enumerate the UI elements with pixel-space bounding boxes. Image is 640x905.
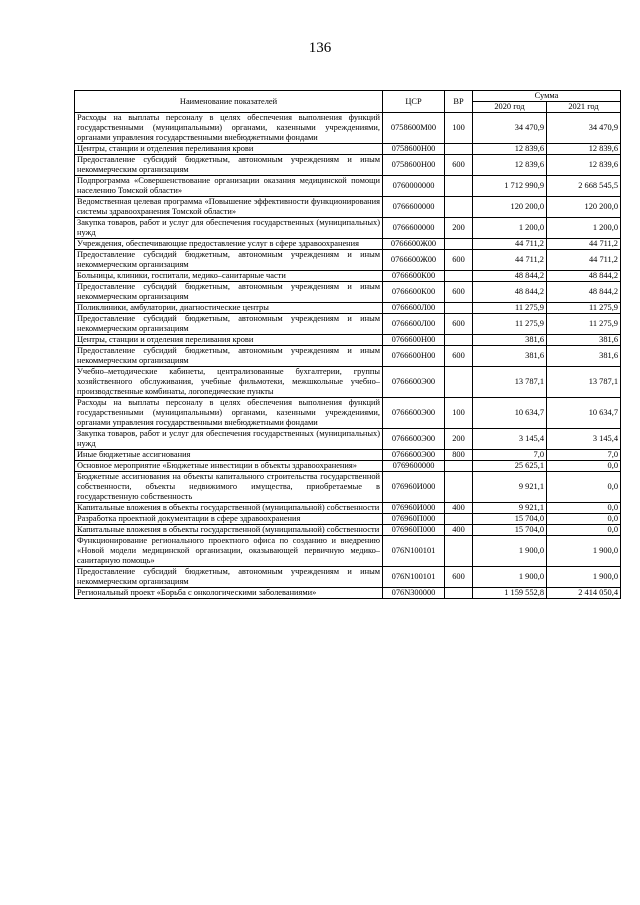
row-amount-2020: 25 625,1 — [473, 461, 547, 472]
table-row — [75, 461, 621, 472]
row-vr: 100 — [445, 398, 473, 429]
row-amount-2021: 1 900,0 — [547, 536, 621, 567]
row-amount-2020: 1 200,0 — [473, 218, 547, 239]
row-amount-2020: 381,6 — [473, 335, 547, 346]
row-csr: 0766600000 — [383, 197, 445, 218]
row-csr: 0766600Ж00 — [383, 250, 445, 271]
row-amount-2020: 12 839,6 — [473, 155, 547, 176]
row-amount-2020: 381,6 — [473, 346, 547, 367]
row-amount-2020: 15 704,0 — [473, 514, 547, 525]
row-csr: 0758600М00 — [383, 113, 445, 144]
row-amount-2021: 3 145,4 — [547, 429, 621, 450]
row-amount-2020: 11 275,9 — [473, 303, 547, 314]
header-2021: 2021 год — [547, 102, 621, 113]
row-csr: 0766600Н00 — [383, 346, 445, 367]
row-amount-2021: 0,0 — [547, 461, 621, 472]
table-row — [75, 197, 621, 218]
row-name: Учреждения, обеспечивающие предоставление услуг в сфере здравоохранения — [75, 239, 383, 250]
row-name: Предоставление субсидий бюджетным, автономным учреждениям и иным некоммерческим организациям — [75, 282, 383, 303]
row-csr: 076960П000 — [383, 525, 445, 536]
row-vr — [445, 367, 473, 398]
row-name: Предоставление субсидий бюджетным, автономным учреждениям и иным некоммерческим организациям — [75, 314, 383, 335]
row-amount-2021: 10 634,7 — [547, 398, 621, 429]
header-sum: Сумма — [473, 91, 621, 102]
header-vr: ВР — [445, 91, 473, 113]
row-name: Закупка товаров, работ и услуг для обеспечения государственных (муниципальных) нужд — [75, 218, 383, 239]
row-vr — [445, 239, 473, 250]
table-row — [75, 282, 621, 303]
table-row — [75, 525, 621, 536]
row-csr: 0766600Л00 — [383, 314, 445, 335]
row-csr: 0766600К00 — [383, 282, 445, 303]
table-row — [75, 218, 621, 239]
row-vr: 600 — [445, 346, 473, 367]
row-vr: 600 — [445, 314, 473, 335]
row-vr: 200 — [445, 429, 473, 450]
row-vr: 400 — [445, 525, 473, 536]
row-amount-2020: 10 634,7 — [473, 398, 547, 429]
row-csr: 0760000000 — [383, 176, 445, 197]
row-amount-2021: 381,6 — [547, 335, 621, 346]
table-row — [75, 155, 621, 176]
row-amount-2021: 11 275,9 — [547, 303, 621, 314]
header-2020: 2020 год — [473, 102, 547, 113]
row-csr: 0766600Э00 — [383, 450, 445, 461]
table-row — [75, 429, 621, 450]
table-row — [75, 472, 621, 503]
table-row — [75, 250, 621, 271]
row-amount-2020: 11 275,9 — [473, 314, 547, 335]
row-name: Закупка товаров, работ и услуг для обеспечения государственных (муниципальных) нужд — [75, 429, 383, 450]
page-number: 136 — [308, 40, 332, 56]
row-vr — [445, 176, 473, 197]
row-amount-2020: 34 470,9 — [473, 113, 547, 144]
row-csr: 0766600К00 — [383, 271, 445, 282]
row-amount-2021: 381,6 — [547, 346, 621, 367]
row-amount-2021: 13 787,1 — [547, 367, 621, 398]
row-amount-2020: 7,0 — [473, 450, 547, 461]
header-name: Наименование показателей — [75, 91, 383, 113]
row-amount-2021: 1 900,0 — [547, 567, 621, 588]
table-row — [75, 335, 621, 346]
row-name: Подпрограмма «Совершенствование организации оказания медицинской помощи населению Томской области» — [75, 176, 383, 197]
row-vr — [445, 335, 473, 346]
table-body — [75, 113, 621, 599]
row-vr: 200 — [445, 218, 473, 239]
table-row — [75, 503, 621, 514]
row-amount-2020: 44 711,2 — [473, 250, 547, 271]
row-csr: 0766600Н00 — [383, 335, 445, 346]
row-amount-2021: 44 711,2 — [547, 250, 621, 271]
row-amount-2020: 9 921,1 — [473, 503, 547, 514]
row-vr — [445, 144, 473, 155]
row-name: Иные бюджетные ассигнования — [75, 450, 383, 461]
row-vr: 800 — [445, 450, 473, 461]
row-name: Капитальные вложения в объекты государственной (муниципальной) собственности — [75, 525, 383, 536]
row-amount-2020: 44 711,2 — [473, 239, 547, 250]
row-vr: 600 — [445, 282, 473, 303]
row-csr: 076960И000 — [383, 472, 445, 503]
table-row — [75, 588, 621, 599]
row-amount-2020: 48 844,2 — [473, 271, 547, 282]
row-amount-2021: 2 668 545,5 — [547, 176, 621, 197]
row-csr: 076N300000 — [383, 588, 445, 599]
table-row — [75, 536, 621, 567]
row-amount-2020: 120 200,0 — [473, 197, 547, 218]
row-amount-2021: 120 200,0 — [547, 197, 621, 218]
row-name: Предоставление субсидий бюджетным, автономным учреждениям и иным некоммерческим организациям — [75, 567, 383, 588]
row-vr: 600 — [445, 567, 473, 588]
row-amount-2021: 48 844,2 — [547, 271, 621, 282]
row-amount-2020: 1 900,0 — [473, 536, 547, 567]
row-vr: 100 — [445, 113, 473, 144]
row-amount-2021: 0,0 — [547, 514, 621, 525]
row-name: Расходы на выплаты персоналу в целях обеспечения выполнения функций государственными (муниципальными) органами, казенными учреждениями, органами управления государственными внебюджетными фондами — [75, 113, 383, 144]
row-amount-2020: 1 159 552,8 — [473, 588, 547, 599]
row-vr — [445, 472, 473, 503]
row-amount-2021: 12 839,6 — [547, 155, 621, 176]
table-row — [75, 450, 621, 461]
row-amount-2020: 9 921,1 — [473, 472, 547, 503]
row-amount-2021: 7,0 — [547, 450, 621, 461]
row-name: Центры, станции и отделения переливания крови — [75, 144, 383, 155]
row-name: Основное мероприятие «Бюджетные инвестиции в объекты здравоохранения» — [75, 461, 383, 472]
row-name: Капитальные вложения в объекты государственной (муниципальной) собственности — [75, 503, 383, 514]
table-row — [75, 303, 621, 314]
table-row — [75, 346, 621, 367]
row-csr: 0766600000 — [383, 218, 445, 239]
row-csr: 0766600Э00 — [383, 398, 445, 429]
row-vr: 400 — [445, 503, 473, 514]
row-name: Региональный проект «Борьба с онкологическими заболеваниями» — [75, 588, 383, 599]
row-name: Поликлиники, амбулатории, диагностические центры — [75, 303, 383, 314]
row-csr: 0758600Н00 — [383, 144, 445, 155]
budget-table — [74, 90, 621, 599]
row-csr: 0766600Ж00 — [383, 239, 445, 250]
header-csr: ЦСР — [383, 91, 445, 113]
row-name: Предоставление субсидий бюджетным, автономным учреждениям и иным некоммерческим организациям — [75, 155, 383, 176]
row-amount-2021: 11 275,9 — [547, 314, 621, 335]
row-amount-2021: 0,0 — [547, 503, 621, 514]
row-name: Предоставление субсидий бюджетным, автономным учреждениям и иным некоммерческим организациям — [75, 250, 383, 271]
row-amount-2020: 48 844,2 — [473, 282, 547, 303]
row-amount-2021: 48 844,2 — [547, 282, 621, 303]
table-row — [75, 144, 621, 155]
row-vr — [445, 514, 473, 525]
row-amount-2021: 1 200,0 — [547, 218, 621, 239]
row-amount-2021: 34 470,9 — [547, 113, 621, 144]
row-csr: 0758600Н00 — [383, 155, 445, 176]
table-row — [75, 113, 621, 144]
row-name: Функционирование регионального проектного офиса по созданию и внедрению «Новой модели медицинской организации, оказывающей первичную медико–санитарную помощь» — [75, 536, 383, 567]
row-vr — [445, 461, 473, 472]
row-name: Центры, станции и отделения переливания крови — [75, 335, 383, 346]
row-vr — [445, 536, 473, 567]
table-row — [75, 367, 621, 398]
row-vr — [445, 303, 473, 314]
row-csr: 0766600Л00 — [383, 303, 445, 314]
row-csr: 076N100101 — [383, 567, 445, 588]
row-amount-2020: 13 787,1 — [473, 367, 547, 398]
table-row — [75, 271, 621, 282]
row-amount-2020: 1 900,0 — [473, 567, 547, 588]
row-name: Бюджетные ассигнования на объекты капитального строительства государственной собственности, объекты недвижимого имущества, приобретаемые в государственную собственность — [75, 472, 383, 503]
row-name: Учебно–методические кабинеты, централизованные бухгалтерии, группы хозяйственного обслуживания, учебные фильмотеки, межшкольные учебно–производственные комбинаты, логопедические пункты — [75, 367, 383, 398]
row-vr: 600 — [445, 155, 473, 176]
table-row — [75, 514, 621, 525]
row-amount-2020: 1 712 990,9 — [473, 176, 547, 197]
row-amount-2020: 15 704,0 — [473, 525, 547, 536]
row-amount-2021: 2 414 050,4 — [547, 588, 621, 599]
row-name: Больницы, клиники, госпитали, медико–санитарные части — [75, 271, 383, 282]
table-row — [75, 398, 621, 429]
row-name: Ведомственная целевая программа «Повышение эффективности функционирования системы здравоохранения Томской области» — [75, 197, 383, 218]
row-name: Разработка проектной документации в сфере здравоохранения — [75, 514, 383, 525]
table-row — [75, 567, 621, 588]
table-row — [75, 176, 621, 197]
row-amount-2021: 0,0 — [547, 525, 621, 536]
row-csr: 0766600Э00 — [383, 367, 445, 398]
row-amount-2021: 0,0 — [547, 472, 621, 503]
table-row — [75, 314, 621, 335]
row-amount-2020: 3 145,4 — [473, 429, 547, 450]
row-csr: 076N100101 — [383, 536, 445, 567]
row-vr — [445, 197, 473, 218]
row-csr: 0769600000 — [383, 461, 445, 472]
row-name: Предоставление субсидий бюджетным, автономным учреждениям и иным некоммерческим организациям — [75, 346, 383, 367]
row-amount-2020: 12 839,6 — [473, 144, 547, 155]
row-name: Расходы на выплаты персоналу в целях обеспечения выполнения функций государственными (муниципальными) органами, казенными учреждениями, органами управления государственными внебюджетными фондами — [75, 398, 383, 429]
row-amount-2021: 12 839,6 — [547, 144, 621, 155]
row-vr — [445, 271, 473, 282]
table-row — [75, 239, 621, 250]
row-vr — [445, 588, 473, 599]
row-csr: 076960И000 — [383, 503, 445, 514]
row-vr: 600 — [445, 250, 473, 271]
row-amount-2021: 44 711,2 — [547, 239, 621, 250]
row-csr: 0766600Э00 — [383, 429, 445, 450]
row-csr: 076960П000 — [383, 514, 445, 525]
